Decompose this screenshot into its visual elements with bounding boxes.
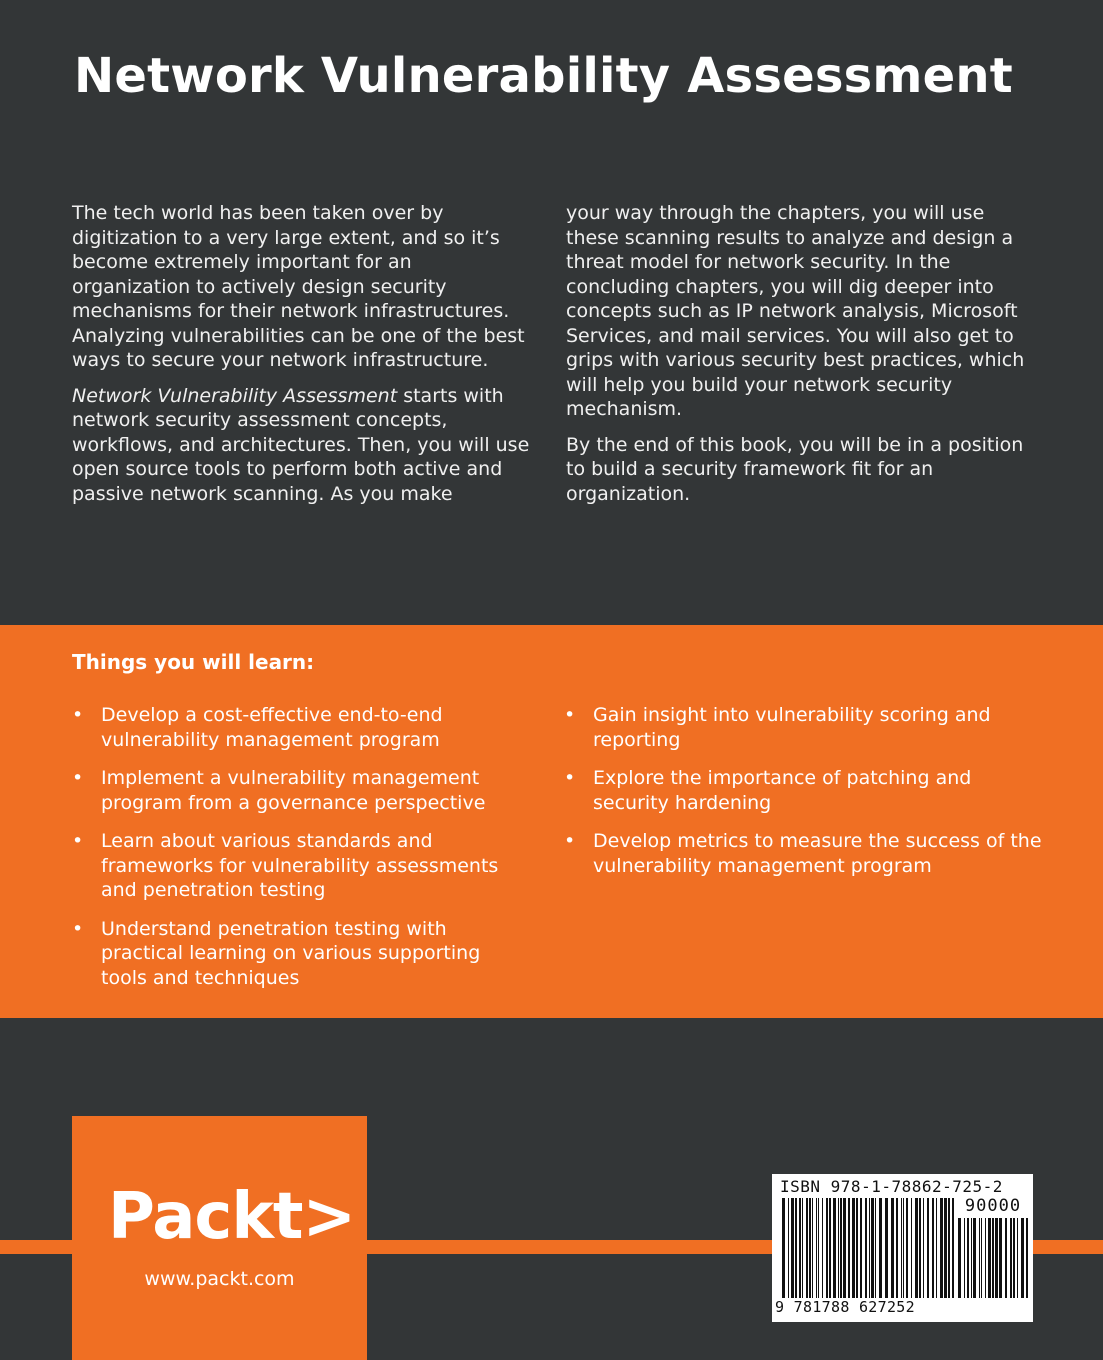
description-paragraph: By the end of this book, you will be in a position to build a security framework fit for an organization.: [566, 433, 1024, 505]
learn-item-text: Develop a cost-effective end-to-end vulnerability management program: [101, 704, 443, 751]
description-column-left: [72, 201, 534, 517]
barcode-bar: [964, 1218, 965, 1298]
bullet-icon: •: [72, 830, 84, 852]
barcode-bar: [985, 1218, 986, 1298]
learn-item: [72, 917, 532, 991]
barcode-bar: [871, 1198, 874, 1298]
barcode-bar: [981, 1218, 982, 1298]
barcode-bar: [896, 1198, 898, 1298]
description-paragraph: your way through the chapters, you will use these scanning results to analyze and design a threat model for network security. In the concluding chapters, you will dig deeper into concepts such as IP network analysis, Microsoft Services, and mail services. You will also get to grips with various security best practices, which will help you build your network security mechanism.: [566, 202, 1025, 420]
barcode-bar: [833, 1198, 836, 1298]
isbn-label: ISBN 978-1-78862-725-2: [780, 1177, 1003, 1196]
description-paragraph: The tech world has been taken over by digitization to a very large extent, and so it’s become extremely important for an organization to actively design security mechanisms for their network infrastructures. Analyzing vulnerabilities can be one of the best ways to secure your network infrastructure.: [72, 202, 525, 371]
barcode-bar: [1026, 1218, 1028, 1298]
barcode-bar: [932, 1198, 934, 1298]
barcode-bar: [799, 1198, 801, 1298]
barcode-bar: [806, 1198, 808, 1298]
learn-item-text: Explore the importance of patching and security hardening: [593, 767, 972, 814]
barcode-bar: [843, 1198, 846, 1298]
barcode-bar: [999, 1218, 1002, 1298]
barcode-bar: [818, 1198, 819, 1298]
barcode-bar: [856, 1198, 858, 1298]
barcode-bar: [971, 1218, 972, 1298]
publisher-url[interactable]: www.packt.com: [144, 1268, 295, 1290]
description-text: starts with network security assessment concepts, workflows, and architectures. Then, you will use open source tools to perform both active and passive network scanning. As you make: [72, 384, 530, 505]
barcode-bar: [865, 1198, 867, 1298]
bullet-icon: •: [564, 830, 576, 852]
description-column-right: [566, 201, 1032, 517]
learn-heading: Things you will learn:: [72, 650, 315, 674]
learn-item: [72, 703, 532, 752]
barcode-bar: [812, 1198, 813, 1298]
book-title-inline: Network Vulnerability Assessment: [72, 384, 398, 407]
barcode-bar: [952, 1198, 954, 1298]
barcode-bar: [788, 1198, 789, 1298]
barcode-bar: [822, 1198, 823, 1298]
learn-item: [564, 766, 1044, 815]
learn-item: [72, 766, 532, 815]
barcode-bar: [995, 1218, 998, 1298]
barcode-bar: [992, 1218, 994, 1298]
barcode-bar: [979, 1218, 980, 1298]
barcode-bar: [1005, 1218, 1007, 1298]
learn-item: [564, 829, 1044, 878]
barcode-bar: [809, 1198, 811, 1298]
barcode-bar: [875, 1198, 876, 1298]
description-paragraph: [72, 384, 534, 507]
learn-list-right: [564, 703, 1044, 892]
learn-item: [72, 829, 532, 903]
barcode-bar: [919, 1198, 921, 1298]
barcode-bar: [988, 1218, 991, 1298]
barcode-bar: [891, 1198, 894, 1298]
barcode-bar: [838, 1198, 839, 1298]
barcode-bar: [923, 1198, 924, 1298]
barcode-bar: [936, 1198, 937, 1298]
barcode-bar: [885, 1198, 888, 1298]
barcode-bar: [829, 1198, 831, 1298]
bullet-icon: •: [72, 704, 84, 726]
learn-item-text: Gain insight into vulnerability scoring and reporting: [593, 704, 991, 751]
barcode-bar: [911, 1198, 912, 1298]
book-title: Network Vulnerability Assessment: [74, 48, 1013, 104]
barcode-bar: [791, 1198, 794, 1298]
learn-item-text: Understand penetration testing with practical learning on various supporting tools and techniques: [101, 917, 481, 989]
publisher-block: [72, 1116, 367, 1360]
packt-logo: Packt>: [108, 1180, 356, 1254]
learn-item: [564, 703, 1044, 752]
bullet-icon: •: [564, 704, 576, 726]
barcode-bar: [903, 1198, 904, 1298]
barcode-bar: [973, 1218, 976, 1298]
learn-item-text: Implement a vulnerability management program from a governance perspective: [101, 767, 486, 814]
barcode-bar: [840, 1198, 842, 1298]
barcode-bar: [944, 1198, 947, 1298]
barcode-bar: [958, 1218, 961, 1298]
barcode-bar: [915, 1198, 918, 1298]
ean-barcode-bars: [782, 1198, 954, 1298]
learn-item-text: Develop metrics to measure the success of the vulnerability management program: [593, 830, 1042, 877]
learn-list-left: [72, 703, 532, 1004]
learn-item-text: Learn about various standards and frameworks for vulnerability assessments and penetration testing: [101, 830, 499, 901]
barcode-bar: [860, 1198, 862, 1298]
barcode-bar: [906, 1198, 908, 1298]
barcode-bar: [967, 1218, 969, 1298]
barcode-bar: [940, 1198, 943, 1298]
barcode-bar: [1013, 1218, 1015, 1298]
bullet-icon: •: [564, 767, 576, 789]
barcode-bar: [816, 1198, 817, 1298]
price-code: 90000: [964, 1196, 1022, 1216]
barcode-bar: [852, 1198, 855, 1298]
isbn-barcode: [772, 1174, 1033, 1322]
addon-barcode-bars: [958, 1218, 1028, 1298]
barcode-bar: [782, 1198, 785, 1298]
barcode-bar: [901, 1198, 902, 1298]
barcode-bar: [1017, 1218, 1018, 1298]
barcode-bar: [869, 1198, 870, 1298]
barcode-bar: [826, 1198, 828, 1298]
ean-digits: 9 781788 627252: [775, 1298, 915, 1316]
barcode-bar: [1010, 1218, 1012, 1298]
barcode-bar: [802, 1198, 803, 1298]
bullet-icon: •: [72, 917, 84, 940]
bullet-icon: •: [72, 767, 84, 789]
barcode-bar: [795, 1198, 797, 1298]
barcode-bar: [848, 1198, 850, 1298]
barcode-bar: [879, 1198, 882, 1298]
barcode-bar: [1021, 1218, 1024, 1298]
barcode-bar: [927, 1198, 929, 1298]
barcode-bar: [948, 1198, 950, 1298]
